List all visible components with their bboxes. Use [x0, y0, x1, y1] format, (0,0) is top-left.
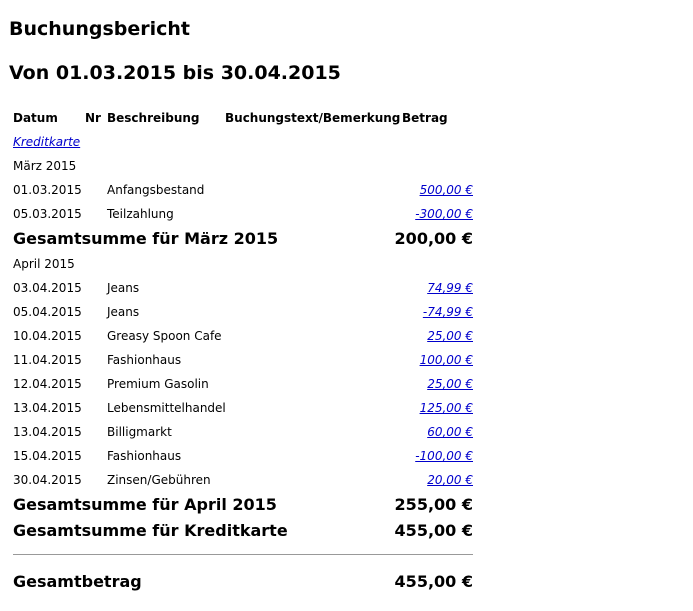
transaction-date: 03.04.2015: [13, 281, 82, 295]
column-header-amount: Betrag: [402, 111, 448, 125]
grand-total-label: Gesamtbetrag: [13, 572, 142, 591]
transaction-description: Teilzahlung: [107, 207, 174, 221]
transaction-date: 15.04.2015: [13, 449, 82, 463]
account-total-amount: 455,00 €: [394, 521, 473, 540]
transaction-date: 13.04.2015: [13, 425, 82, 439]
column-header-description: Beschreibung: [107, 111, 200, 125]
month-total-label: Gesamtsumme für April 2015: [13, 495, 277, 514]
transaction-row: [13, 276, 473, 300]
transaction-amount-link[interactable]: 74,99 €: [427, 281, 473, 295]
transaction-description: Fashionhaus: [107, 353, 182, 367]
transaction-description: Billigmarkt: [107, 425, 172, 439]
transaction-amount-link[interactable]: -74,99 €: [422, 305, 473, 319]
transaction-date: 05.03.2015: [13, 207, 82, 221]
month-total-row-maerz: [13, 226, 473, 252]
transaction-amount-link[interactable]: 25,00 €: [427, 377, 473, 391]
transaction-amount-link[interactable]: 20,00 €: [427, 473, 473, 487]
column-header-text: Buchungstext/Bemerkung: [225, 111, 401, 125]
transaction-row: [13, 396, 473, 420]
transaction-description: Jeans: [107, 305, 140, 319]
transaction-amount-link[interactable]: 100,00 €: [419, 353, 473, 367]
column-header-date: Datum: [13, 111, 58, 125]
transaction-amount-link[interactable]: -100,00 €: [415, 449, 473, 463]
transaction-description: Lebensmittelhandel: [107, 401, 226, 415]
transaction-row: [13, 444, 473, 468]
month-total-row-april: [13, 492, 473, 518]
transaction-amount-link[interactable]: 60,00 €: [427, 425, 473, 439]
transaction-row: [13, 202, 473, 226]
transaction-amount-link[interactable]: -300,00 €: [415, 207, 473, 221]
transaction-date: 11.04.2015: [13, 353, 82, 367]
grand-total-row: [13, 569, 473, 595]
account-link-kreditkarte[interactable]: Kreditkarte: [13, 135, 81, 149]
transaction-amount-link[interactable]: 125,00 €: [419, 401, 473, 415]
month-heading-maerz: [13, 154, 473, 178]
divider: [13, 554, 473, 555]
transaction-date: 13.04.2015: [13, 401, 82, 415]
grand-total-amount: 455,00 €: [394, 572, 473, 591]
month-total-amount: 255,00 €: [394, 495, 473, 514]
column-header-nr: Nr: [85, 111, 101, 125]
month-total-amount: 200,00 €: [394, 229, 473, 248]
transaction-description: Premium Gasolin: [107, 377, 209, 391]
transaction-description: Greasy Spoon Cafe: [107, 329, 222, 343]
month-heading-april: [13, 252, 473, 276]
transaction-date: 05.04.2015: [13, 305, 82, 319]
account-total-label: Gesamtsumme für Kreditkarte: [13, 521, 288, 540]
transaction-row: [13, 324, 473, 348]
transaction-description: Zinsen/Gebühren: [107, 473, 211, 487]
transaction-row: [13, 348, 473, 372]
transaction-description: Jeans: [107, 281, 140, 295]
transaction-amount-link[interactable]: 25,00 €: [427, 329, 473, 343]
month-label: März 2015: [13, 159, 77, 173]
transaction-row: [13, 372, 473, 396]
month-total-label: Gesamtsumme für März 2015: [13, 229, 279, 248]
transaction-row: [13, 300, 473, 324]
transaction-row: [13, 420, 473, 444]
transaction-date: 30.04.2015: [13, 473, 82, 487]
account-row: [13, 130, 473, 154]
report-table: [13, 106, 473, 595]
transaction-row: [13, 468, 473, 492]
transaction-date: 10.04.2015: [13, 329, 82, 343]
month-label: April 2015: [13, 257, 75, 271]
transaction-row: [13, 178, 473, 202]
report-title: Buchungsbericht: [9, 18, 191, 40]
transaction-date: 12.04.2015: [13, 377, 82, 391]
transaction-description: Fashionhaus: [107, 449, 182, 463]
report-date-range: Von 01.03.2015 bis 30.04.2015: [9, 62, 341, 84]
account-total-row: [13, 518, 473, 544]
transaction-date: 01.03.2015: [13, 183, 82, 197]
column-header-row: [13, 106, 473, 130]
transaction-description: Anfangsbestand: [107, 183, 205, 197]
transaction-amount-link[interactable]: 500,00 €: [419, 183, 473, 197]
